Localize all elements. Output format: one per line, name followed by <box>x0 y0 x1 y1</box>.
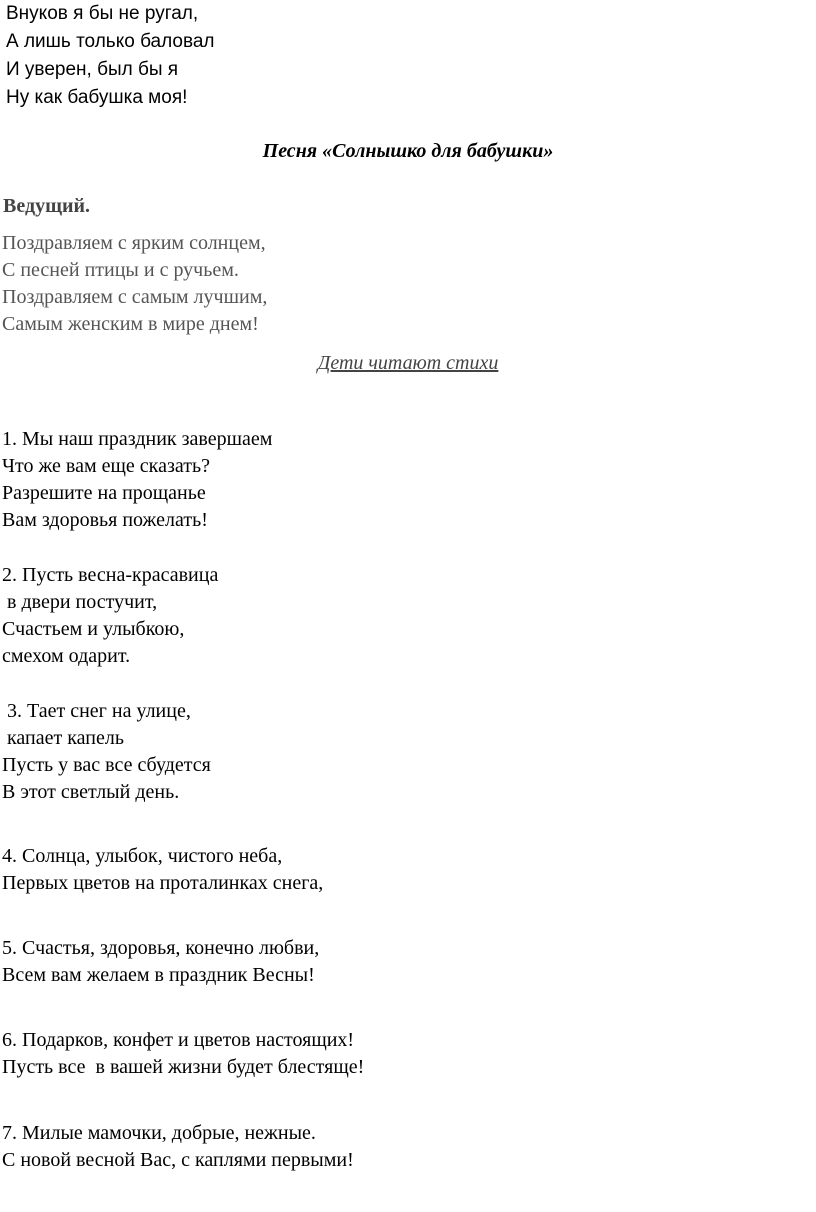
kids-heading <box>0 352 816 375</box>
intro-line: И уверен, был бы я <box>6 59 179 80</box>
poem-line: С новой весной Вас, с каплями первыми! <box>2 1149 354 1171</box>
speaker-label: Ведущий. <box>3 195 91 217</box>
greeting-line: Поздравляем с самым лучшим, <box>2 286 268 308</box>
intro-line: Ну как бабушка моя! <box>6 87 188 108</box>
poem-line: смехом одарит. <box>2 645 131 667</box>
poem-line: 7. Милые мамочки, добрые, нежные. <box>2 1122 316 1144</box>
poem-line: Всем вам желаем в праздник Весны! <box>2 964 315 986</box>
greeting-line: Самым женским в мире днем! <box>2 313 259 335</box>
song-title: Песня «Солнышко для бабушки» <box>262 140 554 162</box>
poem-line: 6. Подарков, конфет и цветов настоящих! <box>2 1029 355 1051</box>
poem-line: 5. Счастья, здоровья, конечно любви, <box>2 937 320 959</box>
poem-line: Вам здоровья пожелать! <box>2 509 208 531</box>
intro-line: Внуков я бы не ругал, <box>6 3 199 24</box>
poem-line: Что же вам еще сказать? <box>2 455 210 477</box>
poem-line: Счастьем и улыбкою, <box>2 618 185 640</box>
poem-line: Пусть все в вашей жизни будет блестяще! <box>2 1056 365 1078</box>
greeting-line: Поздравляем с ярким солнцем, <box>2 232 266 254</box>
poem-line: 3. Тает снег на улице, <box>2 700 191 722</box>
poem-line: Первых цветов на проталинках снега, <box>2 872 324 894</box>
poem-line: Разрешите на прощанье <box>2 482 206 504</box>
poem-line: в двери постучит, <box>2 591 158 613</box>
poem-line: капает капель <box>2 727 124 749</box>
intro-line: А лишь только баловал <box>6 31 215 52</box>
kids-heading-text: Дети читают стихи <box>317 352 499 374</box>
poem-line: 4. Солнца, улыбок, чистого неба, <box>2 845 283 867</box>
poem-line: 1. Мы наш праздник завершаем <box>2 428 273 450</box>
poem-line: В этот светлый день. <box>2 781 180 803</box>
poem-line: 2. Пусть весна-красавица <box>2 564 219 586</box>
poem-line: Пусть у вас все сбудется <box>2 754 211 776</box>
greeting-line: С песней птицы и с ручьем. <box>2 259 239 281</box>
